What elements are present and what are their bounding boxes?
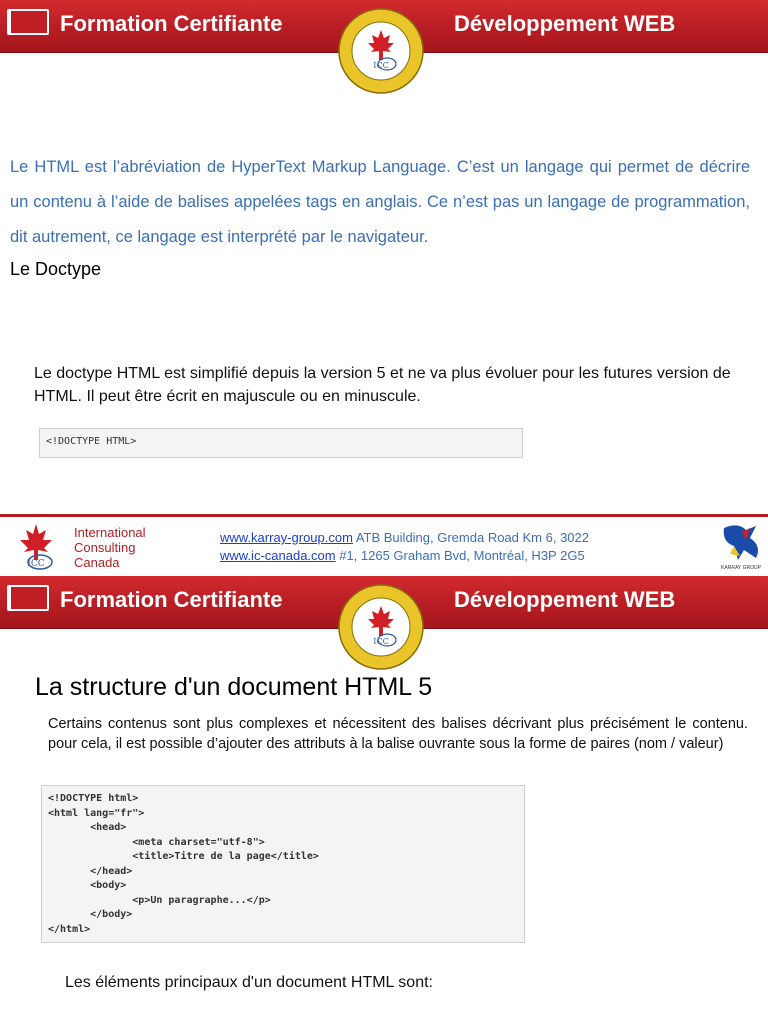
ic-canada-link[interactable]: www.ic-canada.com	[220, 548, 336, 563]
header-banner-2	[0, 576, 768, 646]
address-line-1	[220, 529, 589, 547]
doctype-code-text: <!DOCTYPE HTML>	[46, 436, 137, 447]
karray-group-logo	[716, 520, 766, 572]
doctype-paragraph: Le doctype HTML est simplifié depuis la version 5 et ne va plus évoluer pour les futures version de HTML. Il peut être écrit en majuscule ou en minuscule.	[34, 365, 731, 405]
address-2-text: #1, 1265 Graham Bvd, Montréal, H3P 2G5	[335, 548, 585, 563]
banner-2-title-left: Formation Certifiante	[60, 587, 283, 612]
svg-text:ICC: ICC	[373, 61, 389, 70]
intro-paragraph: Le HTML est l’abréviation de HyperText Markup Language. C’est un langage qui permet de décrire un contenu à l’aide de balises appelées tags en anglais. Ce n’est pas un langage de programmation, dit autrement, ce langage est interprété par le navigateur.	[10, 158, 750, 246]
icc-seal-logo	[338, 584, 424, 670]
org-name	[74, 525, 146, 570]
banner-title-right: Développement WEB	[454, 11, 676, 36]
icc-seal-logo	[338, 8, 424, 94]
org-line-2: Consulting	[74, 540, 136, 555]
banner-2-title-right: Développement WEB	[454, 587, 676, 612]
header-banner	[0, 0, 768, 70]
html-structure-code: <!DOCTYPE html> <html lang="fr"> <head> <meta charset="utf-8"> <title>Titre de la page</title> </head> <body> <p>Un paragraphe...</p> </body> </html>	[48, 793, 319, 935]
doctype-heading: Le Doctype	[10, 259, 102, 279]
html-structure-code-block	[41, 785, 525, 943]
doctype-code-block	[39, 428, 523, 458]
karray-label: KARRAY GROUP	[721, 565, 761, 571]
attributes-paragraph: Certains contenus sont plus complexes et nécessitent des balises décrivant plus précisément le contenu. pour cela, il est possible d’ajouter des attributs à la balise ouvrante sous la forme de paires (nom / valeur)	[48, 716, 748, 752]
icc-logo	[2, 520, 70, 572]
page-footer	[0, 518, 768, 574]
structure-title: La structure d'un document HTML 5	[35, 673, 433, 701]
svg-text:ICC: ICC	[373, 637, 389, 646]
address-1-text: ATB Building, Gremda Road Km 6, 3022	[352, 530, 589, 545]
karray-link[interactable]: www.karray-group.com	[220, 530, 353, 545]
org-line-3: Canada	[74, 555, 120, 570]
svg-text:ICC: ICC	[27, 559, 45, 569]
footer-addresses	[220, 529, 589, 565]
main-elements-paragraph: Les éléments principaux d'un document HTML sont:	[65, 974, 433, 991]
org-line-1: International	[74, 525, 146, 540]
footer-divider	[0, 514, 768, 517]
address-line-2	[220, 547, 589, 565]
flag-icon	[7, 585, 49, 611]
flag-icon	[7, 9, 49, 35]
banner-title-left: Formation Certifiante	[60, 11, 283, 36]
